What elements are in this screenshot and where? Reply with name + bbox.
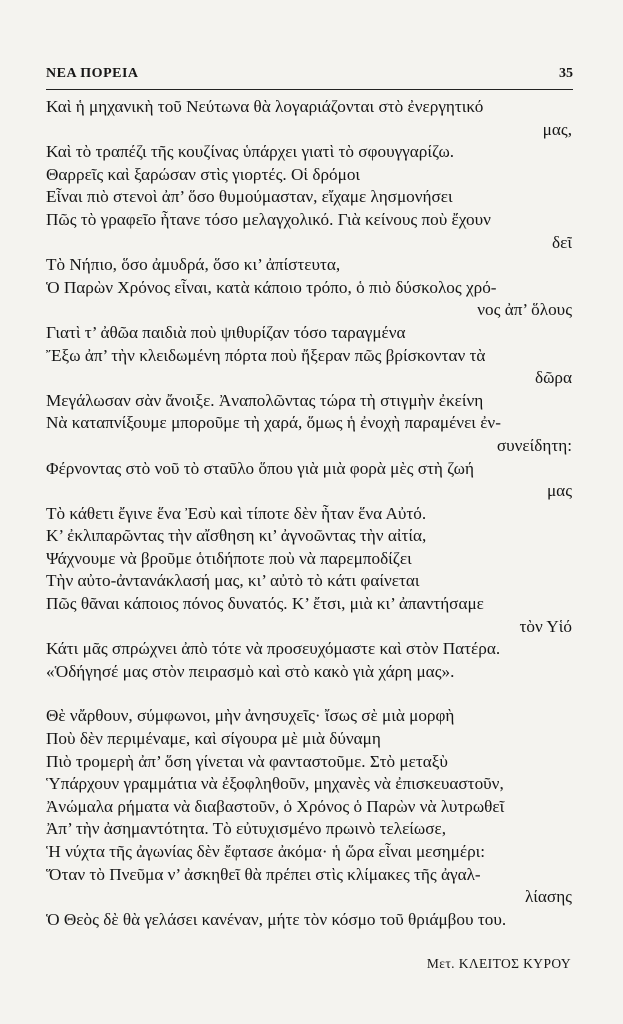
poem-line: Τὸ κάθετι ἔγινε ἕνα Ἐσὺ καὶ τίποτε δὲν ἦταν ἕνα Αὐτό.: [46, 503, 427, 523]
poem-line: «Ὁδήγησέ μας στὸν πειρασμὸ καὶ στὸ κακὸ γιὰ χάρη μας».: [46, 661, 455, 681]
poem-line: Θαρρεῖς καὶ ξαρώσαν στὶς γιορτές. Οἱ δρόμοι: [46, 164, 361, 184]
page-number: 35: [559, 66, 573, 81]
poem-line-continuation: δεῖ: [552, 232, 572, 252]
poem-line-continuation: δῶρα: [535, 368, 572, 388]
poem-line: Πῶς τὸ γραφεῖο ἦτανε τόσο μελαγχολικό. Γιὰ κείνους ποὺ ἔχουν: [46, 209, 491, 229]
poem-line: Κάτι μᾶς σπρώχνει ἀπὸ τότε νὰ προσευχόμαστε καὶ στὸν Πατέρα.: [46, 639, 501, 659]
poem-line: Ἀπ’ τὴν ἀσημαντότητα. Τὸ εὐτυχισμένο πρωινὸ τελείωσε,: [46, 819, 447, 839]
poem-line: Θὲ νἄρθουν, σύμφωνοι, μὴν ἀνησυχεῖς· ἴσως σὲ μιὰ μορφὴ: [46, 706, 455, 726]
poem-line-continuation: τὸν Υἱό: [519, 616, 572, 636]
running-title: ΝΕΑ ΠΟΡΕΙΑ: [46, 66, 139, 81]
poem-line: Πιὸ τρομερὴ ἀπ’ ὅση γίνεται νὰ φανταστοῦμε. Στὸ μεταξὺ: [46, 751, 448, 771]
poem-line: Νὰ καταπνίξουμε μποροῦμε τὴ χαρά, ὅμως ἡ ἐνοχὴ παραμένει ἐν-: [46, 413, 501, 433]
poem-line: Καὶ ἡ μηχανικὴ τοῦ Νεύτωνα θὰ λογαριάζονται στὸ ἐνεργητικό: [46, 97, 484, 116]
poem-line: Ψάχνουμε νὰ βροῦμε ὁτιδήποτε ποὺ νὰ παρεμποδίζει: [46, 548, 412, 568]
poem-line: Ὁ Παρὼν Χρόνος εἶναι, κατὰ κάποιο τρόπο, ὁ πιὸ δύσκολος χρό-: [46, 277, 497, 297]
poem-line: Ἡ νύχτα τῆς ἀγωνίας δὲν ἔφτασε ἀκόμα· ἡ ὥρα εἶναι μεσημέρι:: [46, 842, 486, 861]
poem-line: Ὁ Θεὸς δὲ θὰ γελάσει κανέναν, μήτε τὸν κόσμο τοῦ θριάμβου του.: [46, 909, 507, 929]
poem-line: Ὑπάρχουν γραμμάτια νὰ ἐξοφληθοῦν, μηχανὲς νὰ ἐπισκευαστοῦν,: [46, 774, 504, 794]
page-header: [46, 66, 573, 86]
poem-line: Φέρνοντας στὸ νοῦ τὸ σταῦλο ὅπου γιὰ μιὰ φορὰ μὲς στὴ ζωή: [46, 458, 474, 478]
stanza-break: [46, 683, 572, 705]
poem-line: Πῶς θᾶναι κάποιος πόνος δυνατός. Κ’ ἔτσι, μιὰ κι’ ἀπαντήσαμε: [46, 594, 484, 614]
poem-line-continuation: μας: [546, 481, 572, 501]
poem-line: Εἶναι πιὸ στενοὶ ἀπ’ ὅσο θυμούμασταν, εἴχαμε λησμονήσει: [46, 187, 453, 207]
poem-line: Ἀνώμαλα ρήματα νὰ διαβαστοῦν, ὁ Χρόνος ὁ Παρὼν νὰ λυτρωθεῖ: [46, 796, 505, 816]
poem-body: [46, 96, 572, 931]
poem-line-continuation: μας,: [542, 119, 572, 139]
poem-line: Τὴν αὐτο-ἀντανάκλασή μας, κι’ αὐτὸ τὸ κάτι φαίνεται: [46, 571, 420, 591]
poem-line: Μεγάλωσαν σὰν ἄνοιξε. Ἀναπολῶντας τώρα τὴ στιγμὴν ἐκείνη: [46, 390, 484, 410]
poem-line: Γιατὶ τ’ ἀθῶα παιδιὰ ποὺ ψιθυρίζαν τόσο ταραγμένα: [46, 322, 406, 342]
poem-line: Τὸ Νήπιο, ὅσο ἀμυδρά, ὅσο κι’ ἀπίστευτα,: [46, 255, 341, 275]
poem-line-continuation: λίασης: [524, 887, 572, 907]
poem-line: Κ’ ἐκλιπαρῶντας τὴν αἴσθηση κι’ ἀγνοῶντας τὴν αἰτία,: [46, 526, 427, 546]
poem-line: Ποὺ δὲν περιμέναμε, καὶ σίγουρα μὲ μιὰ δύναμη: [46, 729, 381, 749]
poem-line-continuation: νος ἀπ’ ὅλους: [477, 300, 572, 320]
translator-signature: Μετ. ΚΛΕΙΤΟΣ ΚΥΡΟΥ: [426, 956, 571, 971]
header-rule: [46, 89, 573, 90]
poem-line: Ὅταν τὸ Πνεῦμα ν’ ἀσκηθεῖ θὰ πρέπει στὶς κλίμακες τῆς ἀγαλ-: [46, 864, 481, 884]
poem-line: Ἔξω ἀπ’ τὴν κλειδωμένη πόρτα ποὺ ἤξεραν πῶς βρίσκονταν τὰ: [46, 345, 486, 365]
poem-line: Καὶ τὸ τραπέζι τῆς κουζίνας ὑπάρχει γιατὶ τὸ σφουγγαρίζω.: [46, 142, 455, 162]
poem-line-continuation: συνείδητη:: [496, 435, 572, 455]
